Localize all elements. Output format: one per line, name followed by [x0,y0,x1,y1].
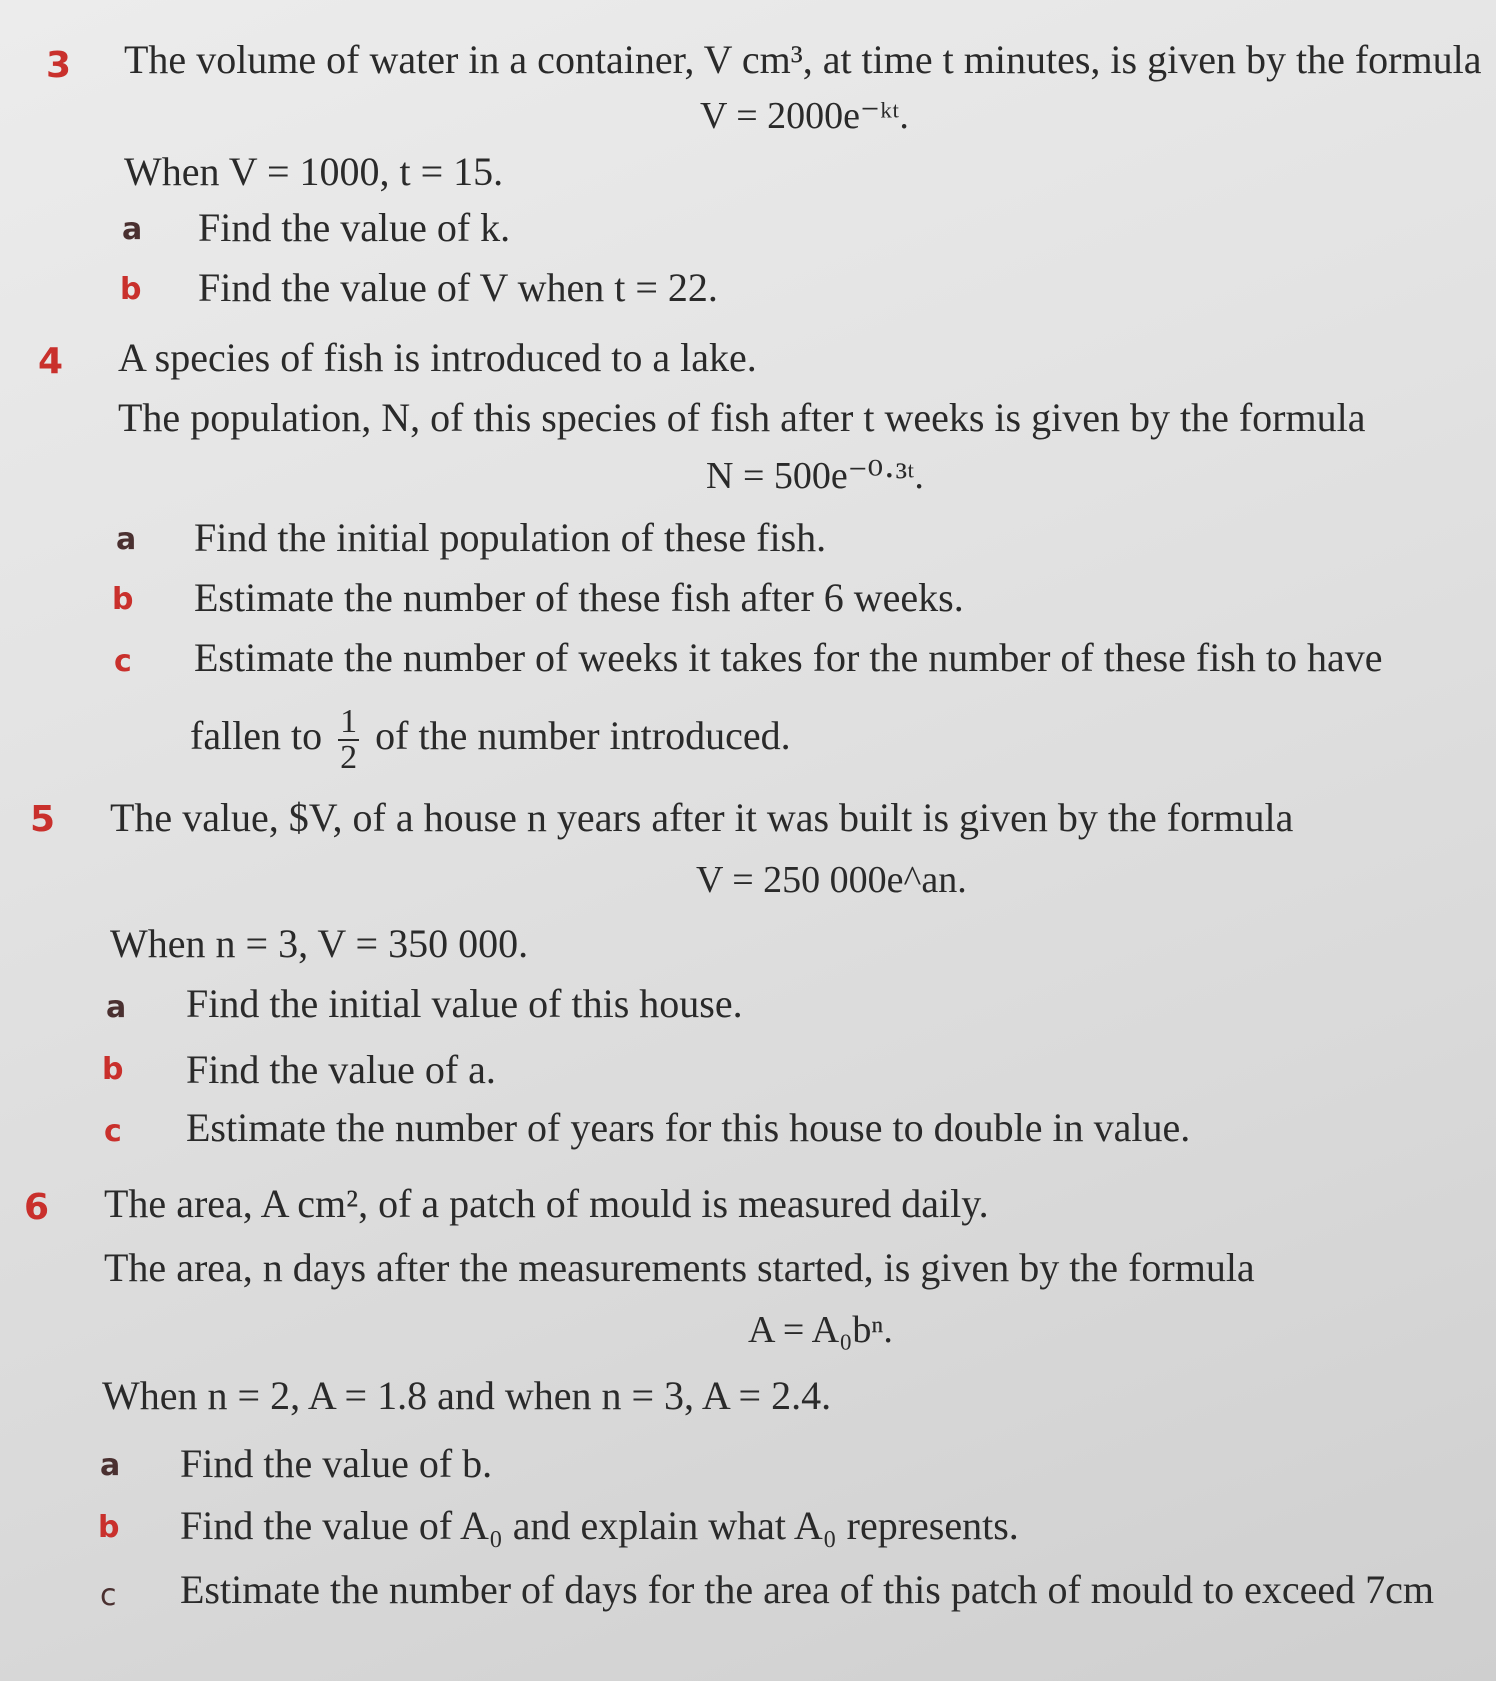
q5-part-b-text: Find the value of a. [186,1047,496,1092]
q4-stem-1: A species of fish is introduced to a lake. [118,335,757,380]
q3-part-b-text: Find the value of V when t = 22. [198,265,718,310]
q6-part-b-label: b [98,1510,120,1545]
q6-stem-1: The area, A cm², of a patch of mould is measured daily. [104,1181,989,1226]
q5-condition: When n = 3, V = 350 000. [110,921,529,966]
q6-condition: When n = 2, A = 1.8 and when n = 3, A = 2.4. [102,1373,832,1418]
q3-part-b-label: b [120,272,142,307]
q5-part-a-text: Find the initial value of this house. [186,981,743,1026]
q6-part-a-label: a [100,1448,121,1483]
q5-part-b-label: b [102,1052,124,1087]
q3-part-a-label: a [122,212,143,247]
question-number-6: 6 [24,1187,50,1228]
q4-part-a-text: Find the initial population of these fish. [194,515,827,560]
q4-part-c-label: c [114,644,132,679]
question-number-5: 5 [30,799,56,840]
fraction-one-half [338,702,359,776]
q6-formula: A = A₀bⁿ. [748,1309,893,1351]
q4-stem-2: The population, N, of this species of fish after t weeks is given by the formula [118,395,1366,440]
q3-condition: When V = 1000, t = 15. [124,149,504,194]
question-number-3: 3 [46,45,72,86]
q4-part-b-text: Estimate the number of these fish after 6 weeks. [194,575,964,620]
fraction-numerator: 1 [340,702,358,740]
q6-part-c-label: c [100,1578,117,1613]
q5-part-a-label: a [106,990,127,1025]
q3-part-a-text: Find the value of k. [198,205,511,250]
q5-part-c-text: Estimate the number of years for this house to double in value. [186,1105,1191,1150]
question-number-4: 4 [38,341,64,382]
q3-formula: V = 2000e⁻ᵏᵗ. [700,95,909,137]
q6-part-a-text: Find the value of b. [180,1441,493,1486]
q5-part-c-label: c [104,1114,122,1149]
q4-part-a-label: a [116,522,137,557]
q5-formula: V = 250 000e^an. [696,859,967,901]
q4-part-c-cont-after: of the number introduced. [375,713,791,758]
q6-stem-2: The area, n days after the measurements started, is given by the formula [104,1245,1255,1290]
q4-part-b-label: b [112,582,134,617]
fraction-denominator: 2 [340,738,358,776]
q5-stem: The value, $V, of a house n years after it was built is given by the formula [110,795,1294,840]
q4-part-c-text: Estimate the number of weeks it takes for the number of these fish to have [194,635,1383,680]
q6-part-b-text: Find the value of A₀ and explain what A₀ represents. [180,1503,1019,1548]
q4-formula: N = 500e⁻⁰·³ᵗ. [706,455,924,497]
q4-part-c-continuation [190,696,791,776]
q3-stem: The volume of water in a container, V cm³, at time t minutes, is given by the formula [124,37,1482,82]
q6-part-c-text: Estimate the number of days for the area of this patch of mould to exceed 7cm [180,1567,1435,1612]
q4-part-c-cont-before: fallen to [190,713,323,758]
